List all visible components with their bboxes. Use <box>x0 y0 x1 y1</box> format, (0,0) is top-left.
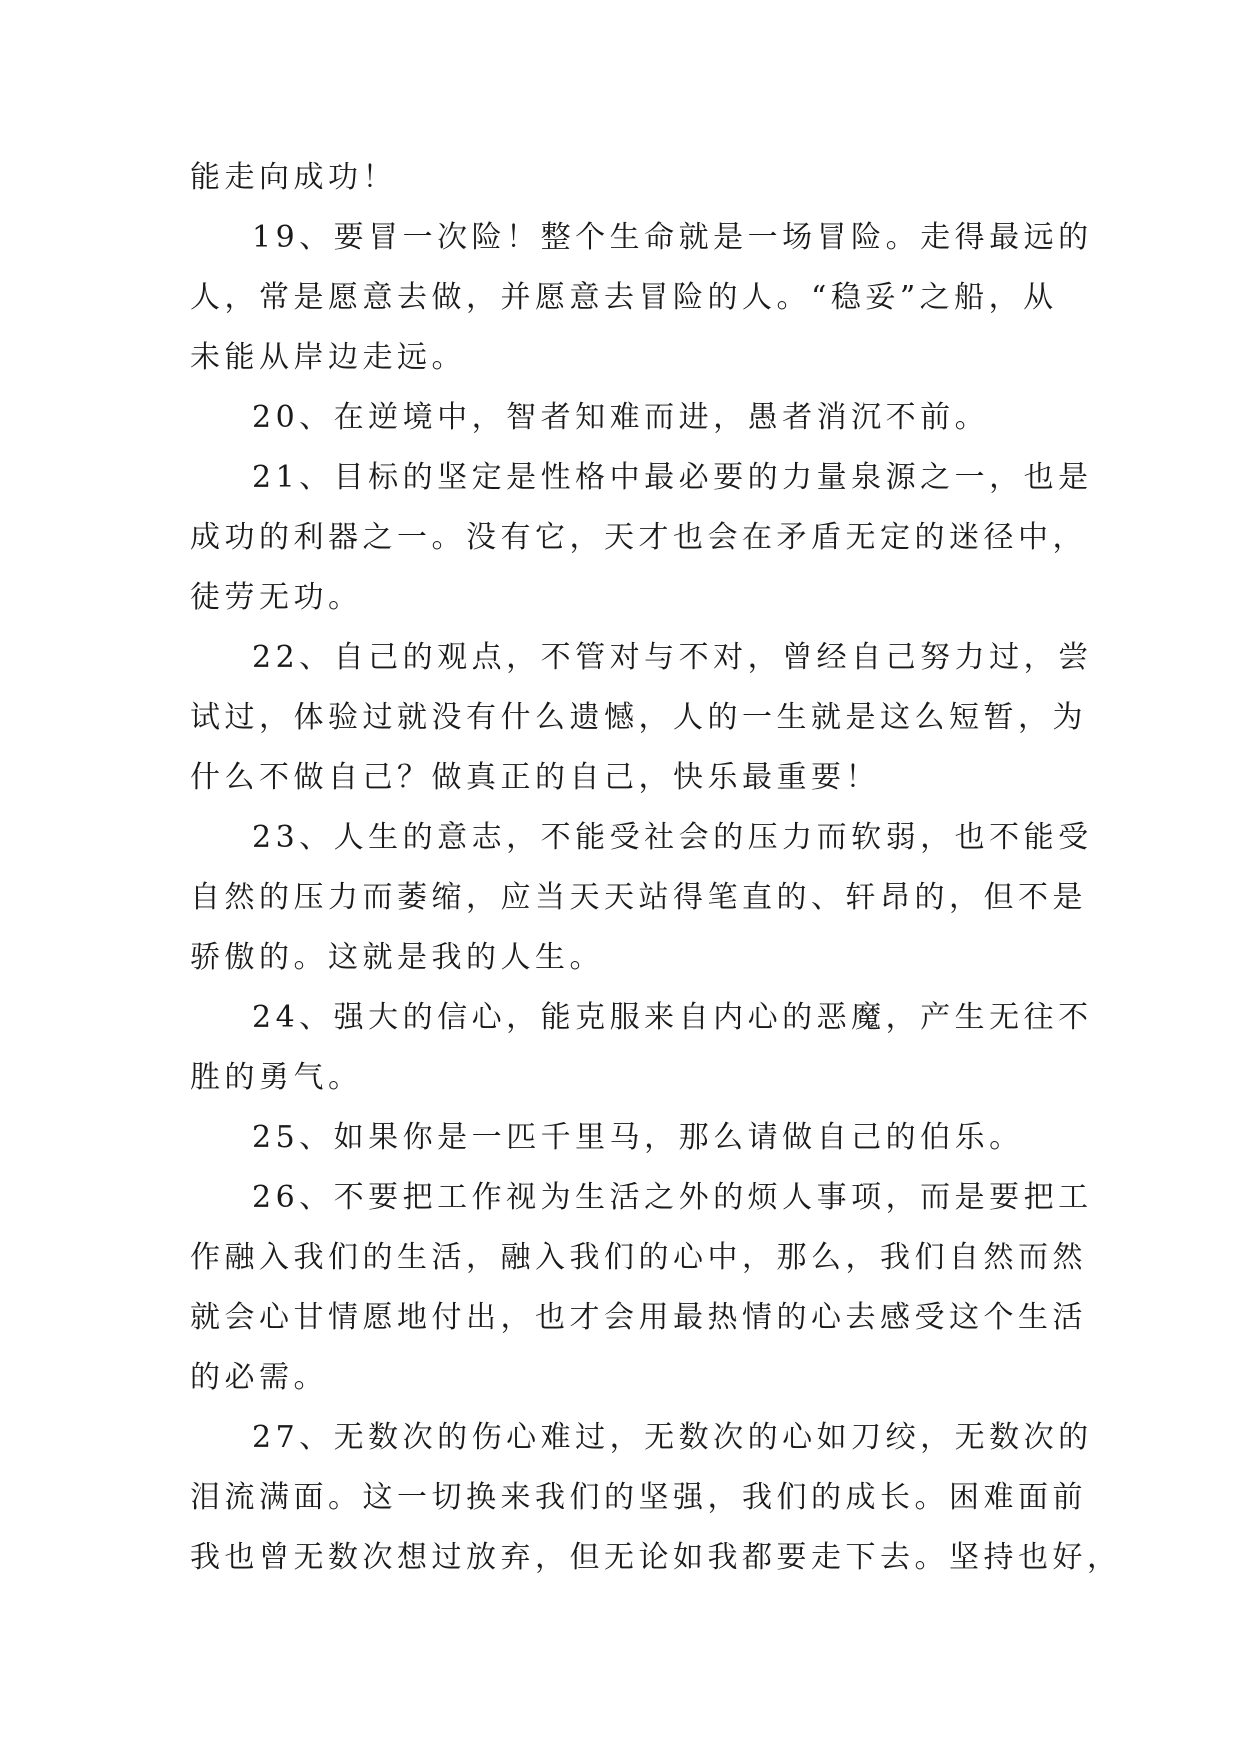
text-line: 泪流满面。这一切换来我们的坚强，我们的成长。困难面前 <box>190 1480 1087 1515</box>
text-line: 22、自己的观点，不管对与不对，曾经自己努力过，尝 <box>252 640 1093 675</box>
text-line: 就会心甘情愿地付出，也才会用最热情的心去感受这个生活 <box>190 1300 1087 1335</box>
text-line: 胜的勇气。 <box>190 1060 363 1095</box>
text-line: 23、人生的意志，不能受社会的压力而软弱，也不能受 <box>252 820 1093 855</box>
text-line: 24、强大的信心，能克服来自内心的恶魔，产生无往不 <box>252 1000 1093 1035</box>
text-line: 成功的利器之一。没有它，天才也会在矛盾无定的迷径中， <box>190 520 1087 555</box>
text-line: 21、目标的坚定是性格中最必要的力量泉源之一，也是 <box>252 460 1093 495</box>
text-line: 20、在逆境中，智者知难而进，愚者消沉不前。 <box>252 400 990 435</box>
text-line: 什么不做自己？做真正的自己，快乐最重要！ <box>190 760 880 795</box>
text-line: 能走向成功！ <box>190 160 397 195</box>
text-line: 试过，体验过就没有什么遗憾，人的一生就是这么短暂，为 <box>190 700 1087 735</box>
text-line: 作融入我们的生活，融入我们的心中，那么，我们自然而然 <box>190 1240 1087 1275</box>
text-line: 未能从岸边走远。 <box>190 340 466 375</box>
text-line: 27、无数次的伤心难过，无数次的心如刀绞，无数次的 <box>252 1420 1093 1455</box>
text-line: 骄傲的。这就是我的人生。 <box>190 940 604 975</box>
text-line: 19、要冒一次险！整个生命就是一场冒险。走得最远的 <box>252 220 1093 255</box>
text-line: 25、如果你是一匹千里马，那么请做自己的伯乐。 <box>252 1120 1024 1155</box>
text-line: 人，常是愿意去做，并愿意去冒险的人。“稳妥”之船，从 <box>190 280 1058 315</box>
text-line: 自然的压力而萎缩，应当天天站得笔直的、轩昂的，但不是 <box>190 880 1087 915</box>
text-line: 26、不要把工作视为生活之外的烦人事项，而是要把工 <box>252 1180 1093 1215</box>
text-line: 徒劳无功。 <box>190 580 363 615</box>
text-line: 的必需。 <box>190 1360 328 1395</box>
text-line: 我也曾无数次想过放弃，但无论如我都要走下去。坚持也好， <box>190 1540 1122 1575</box>
